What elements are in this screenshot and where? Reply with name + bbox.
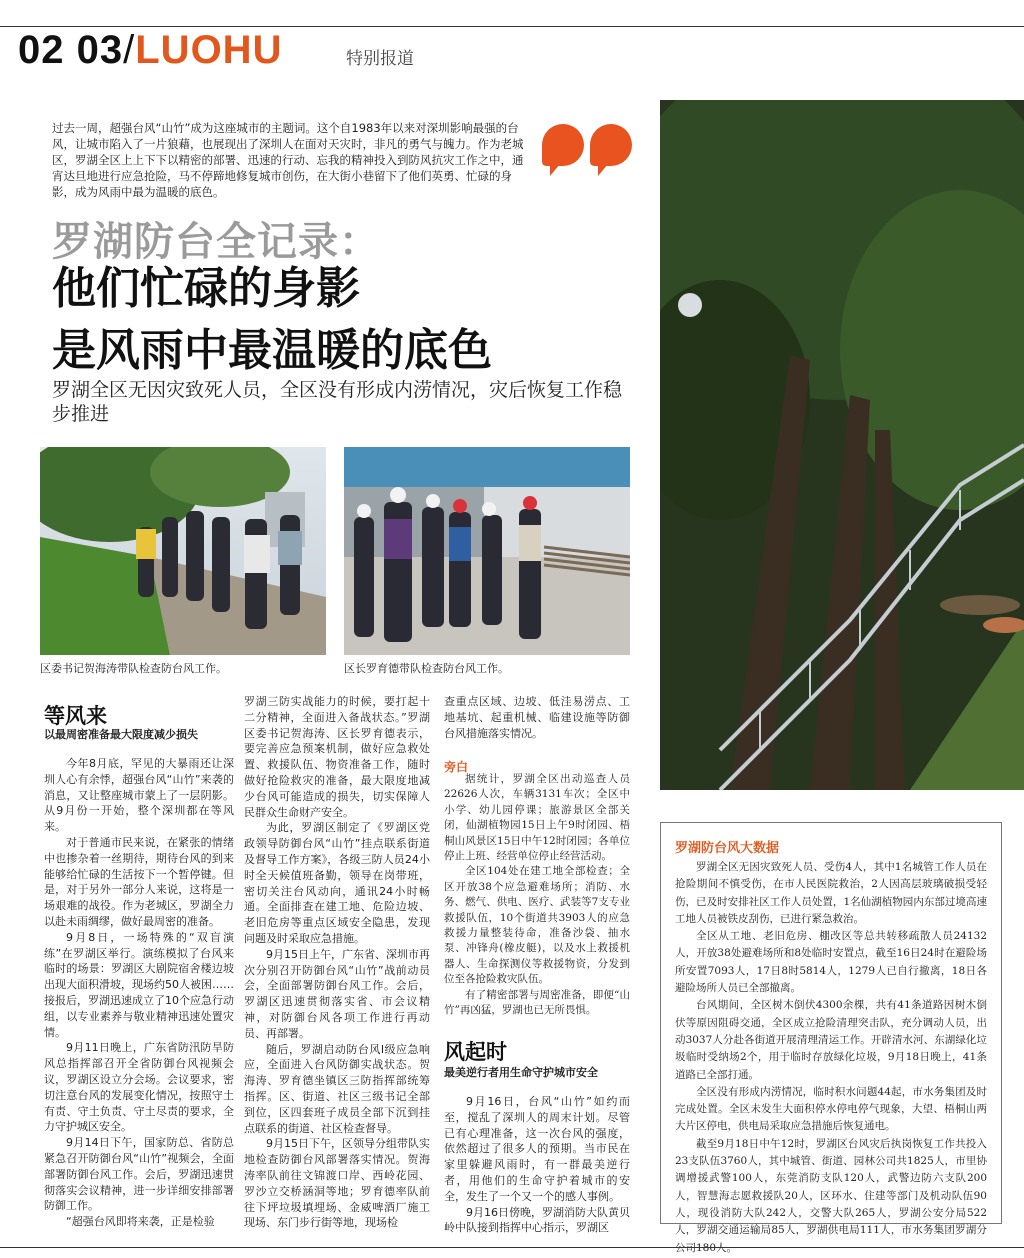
headline-line-2: 是风雨中最温暖的底色 (52, 325, 492, 376)
data-box (660, 822, 1002, 1237)
paragraph: 罗湖三防实战能力的时候，要打起十二分精神，全面进入备战状态。”罗湖区委书记贺海涛、区长罗育德表示，要完善应急预案机制，做好应急救处置、救援队伍、物资准备工作，随时做好抢险救灾的准备，最大限度地减少台风可能造成的损失，切实保障人民群众生命财产安全。 (244, 695, 430, 819)
paragraph: 9月15日下午，区领导分组带队实地检查防御台风部署落实情况。贺海涛率队前往文锦渡口岸、西岭花园、罗沙立交桥涵洞等地；罗育德率队前往下坪垃圾填埋场、金威啤酒厂施工现场、东门步行街等地，现场检 (244, 1137, 430, 1230)
paragraph: 为此，罗湖区制定了《罗湖区党政领导防御台风“山竹”挂点联系街道及督导工作方案》，各级三防人员24小时全天候值班备勤，领导在岗带班，密切关注台风动向，通讯24小时畅通。全面排查在建工地、危险边坡、老旧危房等重点区域安全隐患，发现问题及时采取应急措施。 (244, 821, 430, 945)
paragraph: 截至9月18日中午12时，罗湖区台风灾后执岗恢复工作共投入23支队伍3760人，其中城管、街道、园林公司共1825人，市里协调增援武警100人，东莞消防支队120人，武警边防六支队200人，智慧海志愿救援队20人，区环水、住建等部门及机动队伍90人，现役消防大队242人，交警大队265人，罗湖公安分局522人，罗湖交通运输局85人，罗湖供电局111人，市水务集团罗湖分 (675, 1137, 987, 1237)
paragraph: 全区从工地、老旧危房、棚改区等总共转移疏散人员24132人，开放38处避难场所和8处临时安置点，截至16日24时在避险场所安置7093人，17日8时5814人，1279人已自行撤离，18日各避险场所人员已全部撤离。 (675, 930, 987, 995)
paragraph: 9月8日，一场特殊的“双盲演练”在罗湖区举行。演练模拟了台风来临时的场景：罗湖区大剧院宿舍楼边坡出现大面积滑坡，现场约50人被困……接报后，罗湖迅速成立了10个应急行动组，以专业素养与敬业精神迅速处置灾情。 (44, 930, 234, 1039)
data-box-body (675, 859, 987, 1257)
paragraph: 全区没有形成内涝情况，临时积水问题44起，市水务集团及时完成处置。全区未发生大面积停水停电停气现象，大望、梧桐山两大片区停电，供电局采取应急措施后恢复通电。 (675, 1085, 987, 1133)
photo-inspection-1 (40, 447, 326, 655)
paragraph: “超强台风即将来袭，正是检验 (66, 1215, 215, 1229)
article-column-3 (444, 694, 630, 741)
headline-line-1: 他们忙碌的身影 (52, 263, 360, 314)
section-label: 特别报道 (346, 49, 414, 69)
sidebar-title: 旁白 (444, 760, 469, 774)
paragraph: 今年8月底，罕见的大暴雨还让深圳人心有余悸，超强台风“山竹”来袭的消息，又让整座城市蒙上了一层阴影。从9月份一开始，整个深圳都在等风来。 (44, 757, 234, 834)
paragraph: 有了精密部署与周密准备，即便“山竹”再凶猛，罗湖也已无所畏惧。 (444, 988, 630, 1017)
bottom-rule (0, 1247, 1024, 1248)
quote-mark-icon (542, 124, 584, 166)
article-column-2 (244, 694, 430, 1231)
page-left: 02 (18, 28, 65, 72)
section-subtitle-1: 以最周密准备最大限度减少损失 (44, 728, 198, 741)
paragraph: 9月16日傍晚，罗湖消防大队黄贝岭中队接到指挥中心指示，罗湖区 (444, 1205, 630, 1235)
article-column-3b (444, 1094, 630, 1236)
intro-paragraph: 过去一周，超强台风“山竹”成为这座城市的主题词。这个自1983年以来对深圳影响最强的台风，让城市陷入了一片狼藉，也展现出了深圳人在面对天灾时，非凡的勇气与魄力。作为老城区，罗湖全区上上下下以精密的部署、迅速的行动、忘我的精神投入到防风抗灾工作之中，通宵达旦地进行应急抢险，马不停蹄地修复城市创伤，在大街小巷留下了他们英勇、忙碌的身影，成为风雨中最为温暖的底色。 (52, 121, 524, 199)
paragraph: 随后，罗湖启动防台风Ⅰ级应急响应，全面进入台风防御实战状态。贺海涛、罗育德坐镇区三防指挥部统筹指挥。区、街道、社区三级书记全部到位，区四套班子成员全部下沉到挂点联系的街道、社区检查督导。 (244, 1042, 430, 1135)
paragraph: 9月16日，台风“山竹”如约而至，搅乱了深圳人的周末计划。尽管已有心理准备，这一次台风的强度，依然超过了很多人的预期。当市民在家里躲避风雨时，有一群最美逆行者，用他们的生命守护着城市的安全，发生了一个又一个的感人事例。 (444, 1095, 630, 1203)
paragraph: 9月15日上午，广东省、深圳市再次分别召开防御台风“山竹”战前动员会，全面部署防御台风工作。会后，罗湖区迅速贯彻落实省、市会议精神，对防御台风各项工作进行再动员、再部署。 (244, 947, 430, 1040)
paragraph: 罗湖全区无因灾致死人员、受伤4人，其中1名城管工作人员在抢险期间不慎受伤，在市人民医院救治，2人因高层玻璃破损受轻伤，已及时安排社区工作人员处置，1名仙湖植物园内东部过境高速工地人员被铁皮刮伤，已进行紧急救治。 (675, 861, 987, 925)
data-box-title: 罗湖防台风大数据 (675, 841, 780, 856)
paragraph: 全区104处在建工地全部检查；全区开放38个应急避难场所；消防、水务、燃气、供电、医疗、武装等7支专业救援队伍，10个街道共3903人的应急救援力量整装待命，准备沙袋、抽水泵、冲锋舟(橡皮艇)，以及水上救援机器人、生命探测仪等救援物资，分发到位至各抢险救灾队伍。 (444, 865, 630, 986)
slash-divider: / (123, 28, 136, 72)
photo-caption-2: 区长罗育德带队检查防台风工作。 (344, 662, 509, 675)
paragraph: 查重点区域、边坡、低洼易涝点、工地基坑、起重机械、临建设施等防御台风措施落实情况。 (444, 695, 630, 740)
paragraph: 据统计，罗湖全区出动巡查人员22626人次，车辆3131车次；全区中小学、幼儿园停课；旅游景区全部关闭，仙湖植物园15日上午9时闭园、梧桐山风景区15日中午12时闭园；各单位停止上班、经营单位停止经营活动。 (444, 773, 630, 863)
section-subtitle-2: 最美逆行者用生命守护城市安全 (444, 1066, 598, 1079)
paragraph: 9月11日晚上，广东省防汛防旱防风总指挥部召开全省防御台风视频会议，罗湖区设立分会场。会议要求，密切注意台风的发展变化情况，按照守土有责、守土负责、守土尽责的要求，全力守护城区安全。 (44, 1041, 234, 1134)
sidebar-column (444, 772, 630, 1019)
section-title-1: 等风来 (44, 704, 107, 728)
photo-inspection-2 (344, 447, 630, 655)
paragraph: 对于普通市民来说，在紧张的情绪中也掺杂着一丝期待，期待台风的到来能够给忙碌的生活按下一个暂停键。但是，对于另外一部分人来说，这将是一场艰难的战役。作为老城区，罗湖全力以赴未雨绸缪，做好最周密的准备。 (44, 835, 234, 928)
article-column-1 (44, 756, 234, 1230)
headline-subtitle: 罗湖全区无因灾致死人员，全区没有形成内涝情况，灾后恢复工作稳步推进 (52, 379, 623, 425)
page-right: 03 (76, 28, 124, 72)
top-rule (0, 26, 1024, 27)
photo-fallen-trees (660, 100, 1024, 790)
brand-name: LUOHU (135, 28, 283, 72)
photo-caption-1: 区委书记贺海涛带队检查防台风工作。 (40, 662, 227, 675)
paragraph: 9月14日下午，国家防总、省防总紧急召开防御台风“山竹”视频会，全面部署防御台风工作。会后，罗湖迅速贯彻落实会议精神，进一步详细安排部署防御工作。 (44, 1136, 234, 1213)
section-title-2: 风起时 (444, 1040, 507, 1064)
page-number (18, 28, 282, 73)
headline-kicker: 罗湖防台全记录： (52, 219, 380, 265)
quote-mark-icon (590, 124, 632, 166)
paragraph: 台风期间，全区树木倒伏4300余棵，共有41条道路因树木倒伏等原因阻碍交通，全区成立抢险清理突击队，充分调动人员，出动3037人分赴各街道开展清理清运工作。开辟清水河、东湖绿化垃圾临时受纳场2个，用于临时存放绿化垃圾，9月18日晚上，41条道路已全部打通。 (675, 999, 987, 1081)
